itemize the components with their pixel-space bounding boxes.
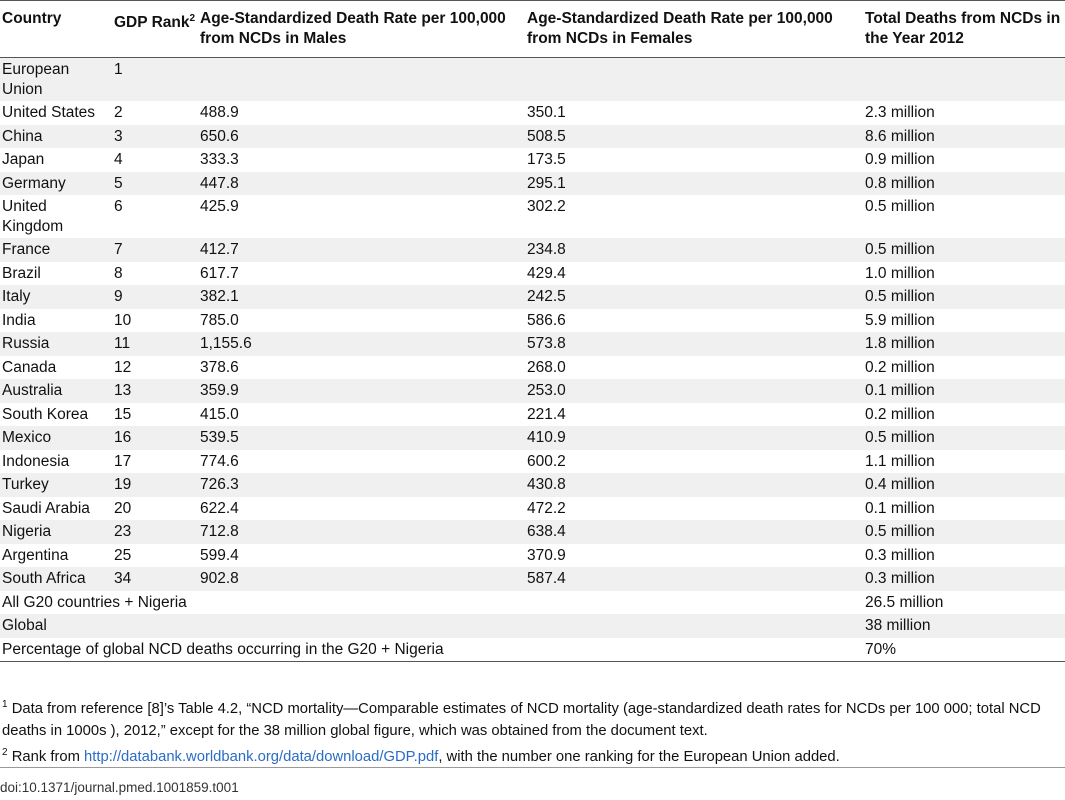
cell-females-rate: 600.2 xyxy=(525,450,863,474)
cell-females-rate: 302.2 xyxy=(525,195,863,238)
table-row xyxy=(0,567,1065,591)
table-row xyxy=(0,332,1065,356)
header-gdp-rank: GDP Rank$^2$ xyxy=(112,1,198,58)
cell-country: Brazil xyxy=(0,262,112,286)
footnote-1 xyxy=(0,694,1063,742)
summary-total: 38 million xyxy=(863,614,1065,638)
cell-gdp-rank: 19 xyxy=(112,473,198,497)
cell-country: Japan xyxy=(0,148,112,172)
cell-females-rate: 638.4 xyxy=(525,520,863,544)
cell-females-rate: 410.9 xyxy=(525,426,863,450)
cell-country: Indonesia xyxy=(0,450,112,474)
footnote-2-text-end: , with the number one ranking for the European Union added. xyxy=(438,748,840,765)
cell-males-rate: 712.8 xyxy=(198,520,525,544)
footnote-2-text: Rank from xyxy=(11,748,85,765)
summary-label: Global xyxy=(0,614,863,638)
cell-females-rate: 586.6 xyxy=(525,309,863,333)
cell-gdp-rank: 3 xyxy=(112,125,198,149)
table-row xyxy=(0,356,1065,380)
cell-total-deaths: 0.5 million xyxy=(863,520,1065,544)
footnote-marker: 2 xyxy=(189,13,196,24)
cell-males-rate: 617.7 xyxy=(198,262,525,286)
cell-total-deaths: 0.5 million xyxy=(863,285,1065,309)
cell-males-rate: 650.6 xyxy=(198,125,525,149)
cell-gdp-rank: 34 xyxy=(112,567,198,591)
cell-males-rate: 622.4 xyxy=(198,497,525,521)
cell-males-rate: 359.9 xyxy=(198,379,525,403)
cell-gdp-rank: 5 xyxy=(112,172,198,196)
table-header-row xyxy=(0,1,1065,58)
cell-males-rate: 539.5 xyxy=(198,426,525,450)
cell-males-rate: 412.7 xyxy=(198,238,525,262)
cell-total-deaths: 5.9 million xyxy=(863,309,1065,333)
table-row xyxy=(0,195,1065,238)
cell-country: Russia xyxy=(0,332,112,356)
cell-total-deaths xyxy=(863,58,1065,102)
cell-gdp-rank: 25 xyxy=(112,544,198,568)
footnote-1-text: Data from reference [8]’s Table 4.2, “NCD mortality—Comparable estimates of NCD mortality (age-standardized death rates for NCDs per 100 000; total NCD deaths in 1000s ), 2012,” except for the 38 million global figure, which was obtained from the document text. xyxy=(2,700,1041,739)
cell-females-rate: 242.5 xyxy=(525,285,863,309)
table-row xyxy=(0,101,1065,125)
header-females-rate: Age-Standardized Death Rate per 100,000 from NCDs in Females xyxy=(525,1,863,58)
cell-gdp-rank: 16 xyxy=(112,426,198,450)
cell-females-rate: 295.1 xyxy=(525,172,863,196)
cell-gdp-rank: 15 xyxy=(112,403,198,427)
table-row xyxy=(0,379,1065,403)
cell-males-rate: 726.3 xyxy=(198,473,525,497)
header-total-deaths: Total Deaths from NCDs in the Year 2012 xyxy=(863,1,1065,58)
cell-country: Italy xyxy=(0,285,112,309)
cell-gdp-rank: 17 xyxy=(112,450,198,474)
cell-females-rate: 429.4 xyxy=(525,262,863,286)
footnote-marker: 1 xyxy=(2,699,8,710)
cell-gdp-rank: 7 xyxy=(112,238,198,262)
footnote-marker: 2 xyxy=(2,746,8,758)
cell-gdp-rank: 10 xyxy=(112,309,198,333)
table-row xyxy=(0,125,1065,149)
cell-country: Germany xyxy=(0,172,112,196)
cell-females-rate: 472.2 xyxy=(525,497,863,521)
cell-gdp-rank: 23 xyxy=(112,520,198,544)
table-row xyxy=(0,172,1065,196)
cell-males-rate: 1,155.6 xyxy=(198,332,525,356)
cell-males-rate: 488.9 xyxy=(198,101,525,125)
cell-country: Canada xyxy=(0,356,112,380)
cell-total-deaths: 0.1 million xyxy=(863,379,1065,403)
table-row xyxy=(0,520,1065,544)
cell-males-rate xyxy=(198,58,525,102)
cell-females-rate: 587.4 xyxy=(525,567,863,591)
doi-line: doi:10.1371/journal.pmed.1001859.t001 xyxy=(0,767,1065,795)
cell-females-rate: 350.1 xyxy=(525,101,863,125)
cell-country: Turkey xyxy=(0,473,112,497)
gdp-source-link[interactable]: http://databank.worldbank.org/data/download/GDP.pdf xyxy=(84,748,439,765)
summary-row xyxy=(0,638,1065,662)
cell-males-rate: 902.8 xyxy=(198,567,525,591)
summary-total: 70% xyxy=(863,638,1065,662)
cell-country: United States xyxy=(0,101,112,125)
cell-total-deaths: 8.6 million xyxy=(863,125,1065,149)
table-row xyxy=(0,238,1065,262)
cell-females-rate: 268.0 xyxy=(525,356,863,380)
cell-country: Argentina xyxy=(0,544,112,568)
cell-females-rate: 573.8 xyxy=(525,332,863,356)
cell-total-deaths: 2.3 million xyxy=(863,101,1065,125)
cell-country: France xyxy=(0,238,112,262)
cell-total-deaths: 0.3 million xyxy=(863,544,1065,568)
cell-total-deaths: 0.1 million xyxy=(863,497,1065,521)
cell-males-rate: 415.0 xyxy=(198,403,525,427)
cell-country: India xyxy=(0,309,112,333)
summary-label: Percentage of global NCD deaths occurring in the G20 + Nigeria xyxy=(0,638,863,662)
table-row xyxy=(0,450,1065,474)
cell-country: China xyxy=(0,125,112,149)
header-country: Country xyxy=(0,1,112,58)
summary-row xyxy=(0,614,1065,638)
cell-total-deaths: 0.3 million xyxy=(863,567,1065,591)
cell-males-rate: 785.0 xyxy=(198,309,525,333)
cell-females-rate: 253.0 xyxy=(525,379,863,403)
cell-total-deaths: 0.2 million xyxy=(863,403,1065,427)
cell-gdp-rank: 1 xyxy=(112,58,198,102)
table-row xyxy=(0,497,1065,521)
table-row xyxy=(0,403,1065,427)
header-males-rate: Age-Standardized Death Rate per 100,000 from NCDs in Males xyxy=(198,1,525,58)
cell-total-deaths: 0.9 million xyxy=(863,148,1065,172)
table-row xyxy=(0,58,1065,102)
cell-country: Australia xyxy=(0,379,112,403)
cell-gdp-rank: 2 xyxy=(112,101,198,125)
cell-total-deaths: 0.4 million xyxy=(863,473,1065,497)
table-row xyxy=(0,426,1065,450)
cell-gdp-rank: 4 xyxy=(112,148,198,172)
cell-males-rate: 447.8 xyxy=(198,172,525,196)
cell-gdp-rank: 8 xyxy=(112,262,198,286)
cell-males-rate: 382.1 xyxy=(198,285,525,309)
cell-gdp-rank: 6 xyxy=(112,195,198,238)
table-row xyxy=(0,544,1065,568)
cell-females-rate: 430.8 xyxy=(525,473,863,497)
footnote-2 xyxy=(0,742,1063,768)
cell-total-deaths: 0.5 million xyxy=(863,238,1065,262)
table-row xyxy=(0,309,1065,333)
cell-gdp-rank: 11 xyxy=(112,332,198,356)
cell-total-deaths: 0.5 million xyxy=(863,426,1065,450)
cell-total-deaths: 0.8 million xyxy=(863,172,1065,196)
summary-total: 26.5 million xyxy=(863,591,1065,615)
cell-males-rate: 599.4 xyxy=(198,544,525,568)
cell-country: Nigeria xyxy=(0,520,112,544)
cell-males-rate: 425.9 xyxy=(198,195,525,238)
table-row xyxy=(0,262,1065,286)
cell-females-rate: 508.5 xyxy=(525,125,863,149)
cell-country: European Union xyxy=(0,58,112,102)
cell-males-rate: 378.6 xyxy=(198,356,525,380)
table-body xyxy=(0,58,1065,662)
cell-females-rate: 370.9 xyxy=(525,544,863,568)
footnotes xyxy=(0,694,1063,768)
cell-gdp-rank: 13 xyxy=(112,379,198,403)
table-row xyxy=(0,285,1065,309)
cell-total-deaths: 1.8 million xyxy=(863,332,1065,356)
cell-total-deaths: 0.2 million xyxy=(863,356,1065,380)
cell-country: South Africa xyxy=(0,567,112,591)
cell-gdp-rank: 20 xyxy=(112,497,198,521)
table-row xyxy=(0,473,1065,497)
cell-country: Saudi Arabia xyxy=(0,497,112,521)
cell-total-deaths: 1.1 million xyxy=(863,450,1065,474)
cell-total-deaths: 1.0 million xyxy=(863,262,1065,286)
table-row xyxy=(0,148,1065,172)
cell-country: Mexico xyxy=(0,426,112,450)
cell-total-deaths: 0.5 million xyxy=(863,195,1065,238)
cell-females-rate: 173.5 xyxy=(525,148,863,172)
cell-males-rate: 774.6 xyxy=(198,450,525,474)
summary-label: All G20 countries + Nigeria xyxy=(0,591,863,615)
summary-row xyxy=(0,591,1065,615)
cell-gdp-rank: 12 xyxy=(112,356,198,380)
cell-females-rate: 221.4 xyxy=(525,403,863,427)
cell-females-rate xyxy=(525,58,863,102)
cell-country: United Kingdom xyxy=(0,195,112,238)
cell-males-rate: 333.3 xyxy=(198,148,525,172)
cell-gdp-rank: 9 xyxy=(112,285,198,309)
cell-country: South Korea xyxy=(0,403,112,427)
cell-females-rate: 234.8 xyxy=(525,238,863,262)
